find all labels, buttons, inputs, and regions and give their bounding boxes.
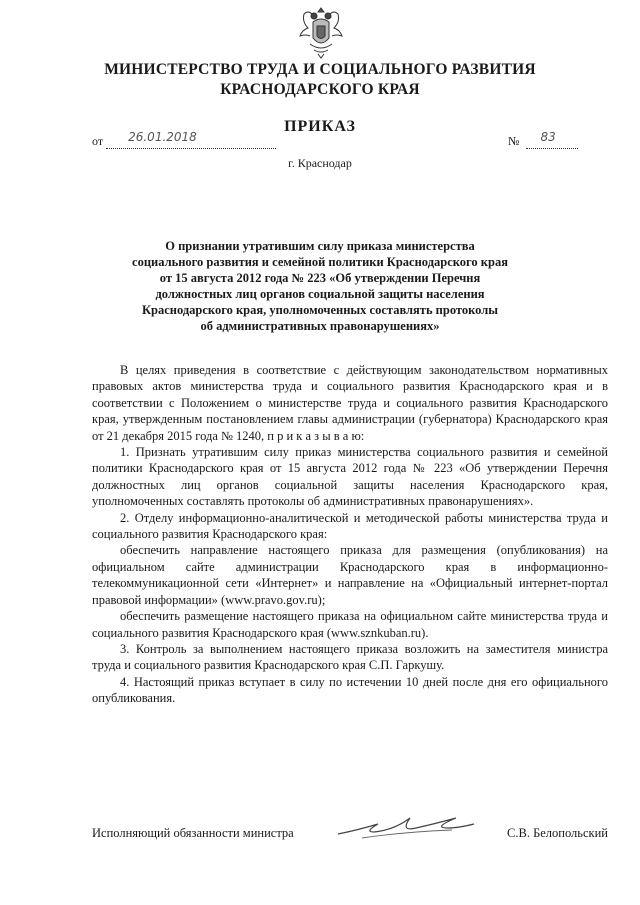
date-value: 26.01.2018 xyxy=(128,130,197,144)
paragraph-preamble: В целях приведения в соответствие с действующим законодательством нормативных правовых актов министерства труда и социального развития Краснодарского края и в соответствии с Положением о министерстве труда и социального развития Краснодарского края, утвержденным постановлением главы администрации (губернатора) Краснодарского края от 21 декабря 2015 года № 1240, п р и к а з ы в а ю: xyxy=(92,363,608,443)
ministry-line-2: КРАСНОДАРСКОГО КРАЯ xyxy=(220,81,420,98)
paragraph-item-3: 3. Контроль за выполнением настоящего приказа возложить на заместителя министра труда и социального развития Краснодарского края С.П. Гаркушу. xyxy=(92,641,608,673)
date-prefix: от xyxy=(92,134,104,148)
paragraph-item-2: 2. Отделу информационно-аналитической и методической работы министерства труда и социального развития Краснодарского края: xyxy=(92,510,608,542)
ministry-line-1: МИНИСТЕРСТВО ТРУДА И СОЦИАЛЬНОГО РАЗВИТИЯ xyxy=(104,61,536,78)
signatory-name: С.В. Белопольский xyxy=(507,826,608,840)
number-block xyxy=(508,130,578,149)
date-block xyxy=(92,130,276,149)
title-line-3: от 15 августа 2012 года № 223 «Об утверждении Перечня xyxy=(159,271,481,285)
document-title xyxy=(60,238,580,334)
ministry-name xyxy=(0,60,640,100)
coat-of-arms-icon xyxy=(296,4,346,60)
handwritten-signature-icon xyxy=(332,808,482,844)
title-line-2: социального развития и семейной политики Краснодарского края xyxy=(132,255,508,269)
title-line-6: об административных правонарушениях» xyxy=(200,319,440,333)
document-body xyxy=(92,362,608,707)
date-line xyxy=(106,130,276,149)
title-line-5: Краснодарского края, уполномоченных составлять протоколы xyxy=(141,303,499,317)
number-line xyxy=(526,130,578,149)
paragraph-item-2-a: обеспечить направление настоящего приказа для размещения (опубликования) на официальном сайте администрации Краснодарского края в информационно-телекоммуникационной сети «Интернет» и направление на «Официальный интернет-портал правовой информации» (www.pravo.gov.ru); xyxy=(92,543,608,607)
paragraph-item-1: 1. Признать утратившим силу приказ министерства социального развития и семейной политики Краснодарского края от 15 августа 2012 года № 223 «Об утверждении Перечня должностных лиц органов социальной защиты населения Краснодарского края, уполномоченных составлять протоколы об административных правонарушениях». xyxy=(92,445,608,509)
title-line-4: должностных лиц органов социальной защиты населения xyxy=(155,287,485,301)
title-line-1: О признании утратившим силу приказа министерства xyxy=(165,239,475,253)
paragraph-item-2-b: обеспечить размещение настоящего приказа на официальном сайте министерства труда и социального развития Краснодарского края (www.sznkuban.ru). xyxy=(92,609,608,640)
document-type: ПРИКАЗ xyxy=(284,118,356,135)
number-prefix: № xyxy=(508,134,520,148)
city: г. Краснодар xyxy=(288,156,352,170)
signatory-role: Исполняющий обязанности министра xyxy=(92,826,294,840)
number-value: 83 xyxy=(540,130,556,144)
paragraph-item-4: 4. Настоящий приказ вступает в силу по истечении 10 дней после дня его официального опубликования. xyxy=(92,674,608,706)
